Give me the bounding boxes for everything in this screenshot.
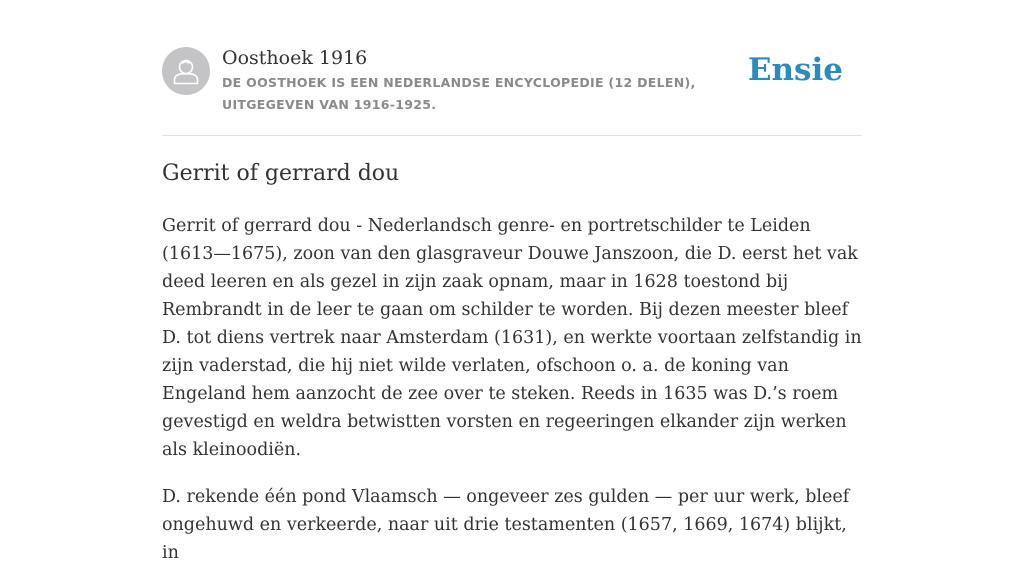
source-description: DE OOSTHOEK IS EEN NEDERLANDSE ENCYCLOPEDIE (12 DELEN), UITGEGEVEN VAN 1916-1925. bbox=[222, 75, 696, 112]
user-silhouette-icon bbox=[162, 47, 210, 95]
article-title: Gerrit of gerrard dou bbox=[162, 161, 400, 186]
header-divider bbox=[162, 135, 862, 136]
article-body bbox=[162, 212, 866, 586]
article-paragraph: Gerrit of gerrard dou - Nederlandsch genre- en portretschilder te Leiden (1613—1675), zoon van den glasgraveur Douwe Janszoon, die D. eerst het vak deed leeren en als gezel in zijn zaak opnam, maar in 1628 toestond bij Rembrandt in de leer te gaan om schilder te worden. Bij dezen meester bleef D. tot diens vertrek naar Amsterdam (1631), en werkte voortaan zelfstandig in zijn vaderstad, die hij niet wilde verlaten, ofschoon o. a. de koning van Engeland hem aanzocht de zee over te steken. Reeds in 1635 was D.’s roem gevestigd en weldra betwistten vorsten en regeeringen elkander zijn werken als kleinoodiën. bbox=[162, 216, 862, 460]
source-header bbox=[162, 44, 862, 118]
source-title[interactable]: Oosthoek 1916 bbox=[222, 47, 368, 69]
avatar[interactable] bbox=[162, 47, 210, 95]
article-paragraph: D. rekende één pond Vlaamsch — ongeveer zes gulden — per uur werk, bleef ongehuwd en verkeerde, naar uit drie testamenten (1657, 1669, 1674) blijkt, in bbox=[162, 487, 850, 563]
ensie-logo[interactable]: Ensie bbox=[747, 52, 843, 88]
